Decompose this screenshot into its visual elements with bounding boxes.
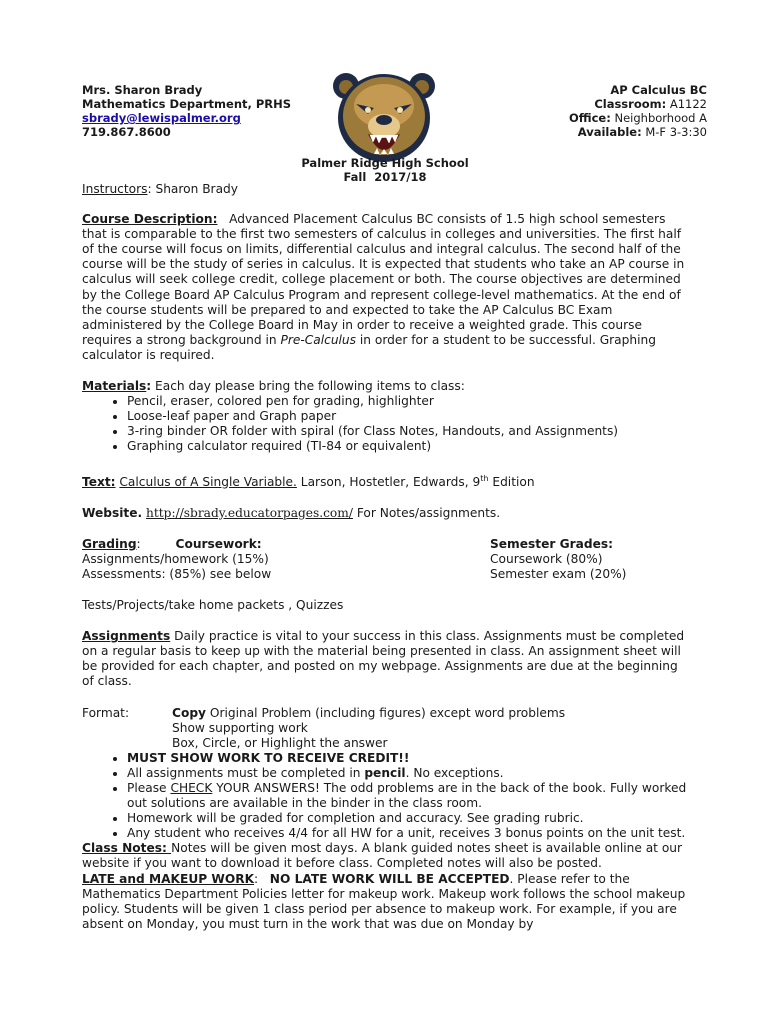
course-description [82, 212, 692, 363]
list-item: • Pencil, eraser, colored pen for grading, highlighter [127, 394, 692, 409]
list-item [127, 781, 692, 811]
format-line: Box, Circle, or Highlight the answer [172, 735, 388, 750]
late-work-label: LATE and MAKEUP WORK [82, 871, 255, 886]
grading-row-left: Assessments: (85%) see below [82, 566, 272, 581]
school-term: Fall 2017/18 [343, 170, 427, 184]
instructors-line: Instructors: Sharon Brady [82, 182, 238, 196]
assignments-paragraph [82, 629, 692, 689]
instructors-label: Instructors [82, 182, 148, 196]
format-copy: Copy [172, 705, 206, 720]
assignments-text: Daily practice is vital to your success in this class. Assignments must be completed on a regular basis to keep up with the material being presented in class. An assignment sheet will be provided for each chapter, and posted on my webpage. Assignments are due at the beginning of class. [82, 629, 685, 689]
list-item: • 3-ring binder OR folder with spiral (for Class Notes, Handouts, and Assignments) [127, 424, 692, 439]
course-description-label: Course Description: [82, 212, 218, 227]
school-heading [0, 156, 770, 184]
teacher-contact [82, 83, 291, 139]
classroom-label: Classroom: [594, 97, 667, 111]
rule-text: All assignments must be completed in [127, 765, 365, 780]
rule-text: . No exceptions. [405, 765, 504, 780]
prerequisite: Pre-Calculus [280, 332, 357, 347]
classroom-value: A1122 [669, 97, 707, 111]
textbook-authors: Larson, Hostetler, Edwards, 9 [300, 474, 481, 489]
rule-emphasis: CHECK [170, 780, 213, 795]
office-label: Office: [569, 111, 611, 125]
website-label: Website. [82, 505, 143, 520]
assessments-types: Tests/Projects/take home packets , Quizzes [82, 598, 344, 613]
assignments-label: Assignments [82, 629, 171, 644]
class-notes-label: Class Notes: [82, 841, 172, 856]
list-item: • Graphing calculator required (TI-84 or equivalent) [127, 439, 692, 454]
teacher-name: Mrs. Sharon Brady [82, 83, 203, 97]
rule-emphasis: pencil [364, 765, 406, 780]
format-line: Show supporting work [172, 720, 308, 735]
grading-header: Grading: Coursework: Semester Grades: [82, 536, 613, 551]
list-item: • Loose-leaf paper and Graph paper [127, 409, 692, 424]
coursework-label: Coursework: [175, 536, 262, 551]
office-value: Neighborhood A [614, 111, 707, 125]
phone: 719.867.8600 [82, 125, 171, 139]
grading-row-right: Coursework (80%) [490, 551, 603, 566]
list-item [127, 766, 692, 781]
instructors-value: Sharon Brady [155, 182, 238, 196]
format-label: Format: [82, 705, 130, 720]
late-work-policy: NO LATE WORK WILL BE ACCEPTED [269, 871, 510, 886]
late-work-colon: : [254, 871, 270, 886]
grading-row-left: Assignments/homework (15%) [82, 551, 269, 566]
class-notes-text: Notes will be given most days. A blank guided notes sheet is available online at our website if you want to download it before class. Completed notes will also be posted. [82, 841, 683, 871]
list-item: • Any student who receives 4/4 for all HW for a unit, receives 3 bonus points on the unit test. [127, 826, 692, 841]
course-title: AP Calculus BC [610, 83, 707, 97]
email-link[interactable]: sbrady@lewispalmer.org [82, 111, 241, 125]
late-work-paragraph [82, 872, 692, 932]
materials-intro: Each day please bring the following items to class: [155, 379, 465, 394]
website-link[interactable]: http://sbrady.educatorpages.com/ [146, 505, 353, 520]
grading-label: Grading [82, 536, 137, 551]
textbook-line [82, 471, 692, 490]
late-work-text: . Please refer to the Mathematics Department Policies letter for makeup work. Makeup work follows the school makeup policy. Students will be given 1 class period per absence to makeup work. For example, if you are absent on Monday, you must turn in the work that was due on Monday by [82, 871, 686, 931]
grading-row [82, 552, 692, 567]
course-description-text: Advanced Placement Calculus BC consists of 1.5 high school semesters that is comparable to the first two semesters of calculus in colleges and universities. The first half of the course will focus on limits, differential calculus and integral calculus. The second half of the course will be the study of series in calculus. It is expected that students who take an AP course in calculus will seek college credit, college placement or both. The course objectives are determined by the College Board AP Calculus Program and represent college-level mathematics. At the end of the course students will be prepared to and expected to take the AP Calculus BC Exam administered by the College Board in May in order to receive a weighted grade. This course requires a strong background in [82, 212, 685, 347]
materials-line: Materials: Each day please bring the following items to class: [82, 379, 465, 394]
available-value: M-F 3-3:30 [645, 125, 707, 139]
textbook-edition: Edition [488, 474, 535, 489]
format-block [82, 706, 692, 751]
grading-row [82, 567, 692, 582]
semester-grades-label: Semester Grades: [490, 536, 613, 551]
class-notes-paragraph [82, 841, 692, 871]
format-rules-list [82, 751, 692, 842]
textbook-title: Calculus of A Single Variable. [119, 474, 297, 489]
materials-list [82, 394, 692, 454]
course-description-text-end: in order for a student to be successful. Graphing calculator is required. [82, 332, 656, 362]
list-item: • MUST SHOW WORK TO RECEIVE CREDIT!! [127, 751, 692, 766]
rule-text: YOUR ANSWERS! The odd problems are in the back of the book. Fully worked out solutions are available in the binder in the class room. [127, 780, 687, 811]
available-label: Available: [577, 125, 642, 139]
school-name: Palmer Ridge High School [301, 156, 469, 170]
grading-row-right: Semester exam (20%) [490, 566, 627, 581]
department: Mathematics Department, PRHS [82, 97, 292, 111]
syllabus-body [82, 182, 692, 932]
website-line [82, 506, 692, 521]
text-label: Text: [82, 474, 116, 489]
list-item: • Homework will be graded for completion and accuracy. See grading rubric. [127, 811, 692, 826]
rule-text: Please [127, 780, 171, 795]
edition-sup: th [480, 473, 489, 483]
course-info [569, 83, 707, 139]
format-copy-text: Original Problem (including figures) except word problems [206, 705, 566, 720]
materials-label: Materials [82, 379, 147, 394]
website-note: For Notes/assignments. [356, 505, 501, 520]
